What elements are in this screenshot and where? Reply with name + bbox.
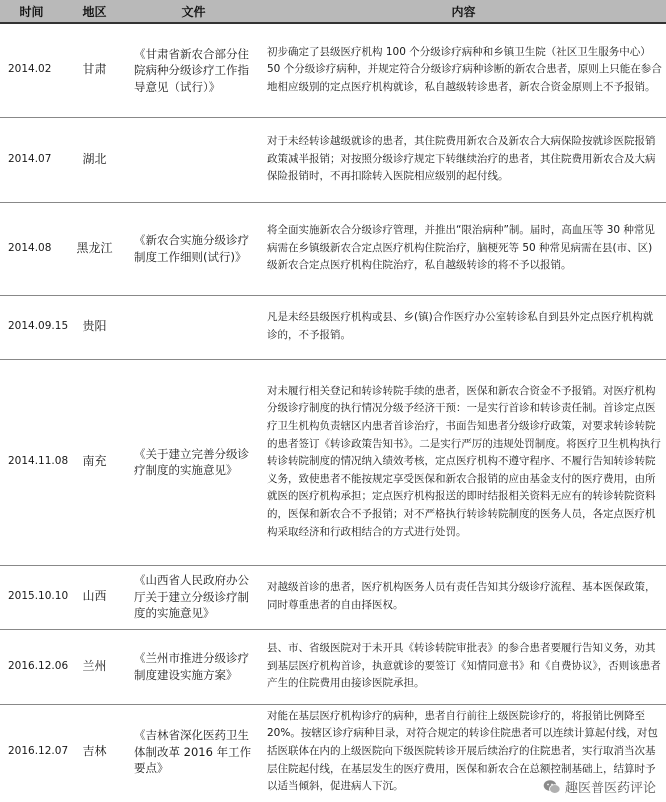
row-document: 《新农合实施分级诊疗制度工作细则(试行)》: [126, 202, 261, 295]
watermark: [539, 775, 660, 798]
row-content: 对越级首诊的患者，医疗机构医务人员有责任告知其分级诊疗流程、基本医保政策，同时尊重患者的自由择医权。: [261, 565, 666, 629]
header-region: 地区: [63, 0, 126, 23]
row-content: 凡是未经县级医疗机构或县、乡(镇)合作医疗办公室转诊私自到县外定点医疗机构就诊的，不予报销。: [261, 295, 666, 359]
row-time: 2016.12.06: [0, 629, 63, 704]
header-time: 时间: [0, 0, 63, 23]
row-document: 《兰州市推进分级诊疗制度建设实施方案》: [126, 629, 261, 704]
row-time: 2014.07: [0, 117, 63, 202]
row-time: 2014.08: [0, 202, 63, 295]
row-content: 初步确定了县级医疗机构 100 个分级诊疗病种和乡镇卫生院（社区卫生服务中心）50 个分级诊疗病种，并规定符合分级诊疗病种诊断的新农合患者，原则上只能在参合地相应级别的定点医疗机构就诊，私自越级转诊患者，新农合资金原则上不予报销。: [261, 23, 666, 117]
row-document: 《吉林省深化医药卫生体制改革 2016 年工作要点》: [134, 728, 252, 775]
row-document: 《关于建立完善分级诊疗制度的实施意见》: [126, 359, 261, 565]
table-row: [0, 565, 666, 629]
row-region: 吉林: [82, 743, 107, 758]
wechat-icon: [543, 779, 561, 795]
row-time: 2016.12.07: [8, 744, 69, 757]
row-region: 甘肃: [63, 23, 126, 117]
row-time: 2015.10.10: [0, 565, 63, 629]
header-document: 文件: [126, 0, 261, 23]
row-region: 兰州: [63, 629, 126, 704]
table-row: [0, 295, 666, 359]
row-content: 对未履行相关登记和转诊转院手续的患者，医保和新农合资金不予报销。对医疗机构分级诊疗制度的执行情况分级予经济干预：一是实行首诊和转诊责任制。首诊定点医疗卫生机构负责辖区内患者首诊治疗，书面告知患者分级诊疗政策，对要求转诊转院的患者签订《转诊政策告知书》。二是实行严厉的违规处罚制度。将医疗卫生机构执行转诊转院制度的情况纳入绩效考核，定点医疗机构不遵守程序、不履行告知转诊转院义务，致使患者不能按规定享受医保和新农合报销的应由基金支付的医疗费用，由所就医的医疗机构承担；定点医疗机构报送的即时结报相关资料无应有的转诊转院资料的，医保和新农合不予报销；对不严格执行转诊转院制度的医务人员，各定点医疗机构采取经济和行政相结合的方式进行处罚。: [261, 359, 666, 565]
row-document: [126, 117, 261, 202]
row-time: 2014.09.15: [0, 295, 63, 359]
table-row: [0, 202, 666, 295]
row-region: 贵阳: [63, 295, 126, 359]
table-row: [0, 359, 666, 565]
watermark-text: 趣医普医药评论: [564, 781, 656, 796]
row-content: 对能在基层医疗机构诊疗的病种，患者自行前往上级医院诊疗的，将报销比例降至 20%。按辖区诊疗病种目录，对符合规定的转诊住院患者可以连续计算起付线，对包括医联体在内的上级医院向下级医院转诊开展后续治疗的住院患者，实行取消当次基层住院起付线，在基层发生的医疗费用，医保和新农合在总额控制基础上，结算时予以适当倾斜，促进病人下沉。: [267, 709, 658, 793]
header-content: 内容: [261, 0, 666, 23]
table-row: [0, 117, 666, 202]
row-content: 将全面实施新农合分级诊疗管理，并推出“限治病种”制。届时，高血压等 30 种常见病需在乡镇级新农合定点医疗机构住院治疗，脑梗死等 50 种常见病需在县(市、区)级新农合定点医疗机构住院治疗，私自越级转诊的将不予以报销。: [261, 202, 666, 295]
table-row: [0, 23, 666, 117]
table-header-row: [0, 0, 666, 23]
row-region: 湖北: [63, 117, 126, 202]
row-document: 《山西省人民政府办公厅关于建立分级诊疗制度的实施意见》: [126, 565, 261, 629]
row-content: 县、市、省级医院对于未开具《转诊转院审批表》的参合患者要履行告知义务，劝其到基层医疗机构首诊，执意就诊的要签订《知情同意书》和《自费协议》，否则该患者产生的住院费用由接诊医院承担。: [261, 629, 666, 704]
row-document: 《甘肃省新农合部分住院病种分级诊疗工作指导意见（试行）》: [126, 23, 261, 117]
row-region: 南充: [63, 359, 126, 565]
table-row: [0, 629, 666, 704]
row-time: 2014.11.08: [0, 359, 63, 565]
row-time: 2014.02: [0, 23, 63, 117]
row-region: 黑龙江: [63, 202, 126, 295]
row-document: [126, 295, 261, 359]
row-region: 山西: [63, 565, 126, 629]
row-content: 对于未经转诊越级就诊的患者，其住院费用新农合及新农合大病保险按就诊医院报销政策减半报销；对按照分级诊疗规定下转继续治疗的患者，其住院费用新农合及大病保险报销时，不再扣除转入医院相应级别的起付线。: [261, 117, 666, 202]
